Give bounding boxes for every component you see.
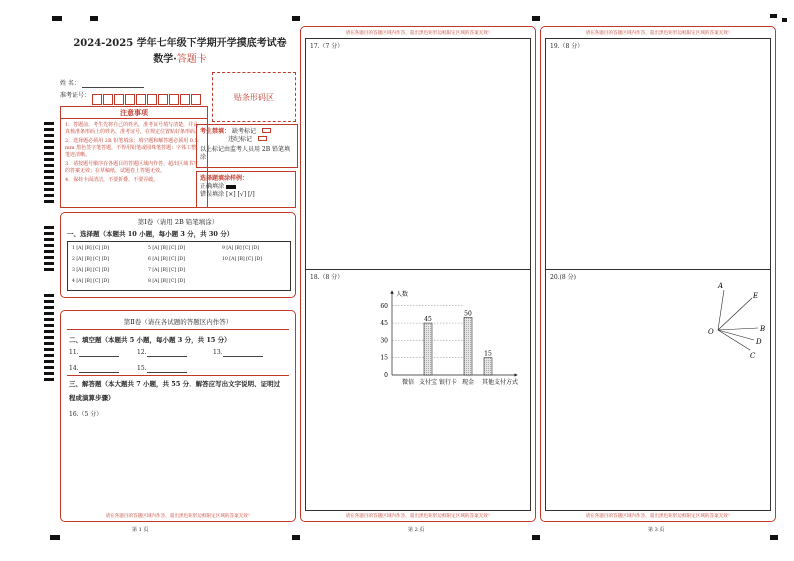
blank-13[interactable]: 13. [213,349,263,357]
timing-mark [44,188,54,191]
choice-row[interactable]: 10 [A] [B] [C] [D] [222,257,262,262]
y-axis-label: 人数 [396,291,409,298]
timing-mark [44,342,54,345]
question-19: 19.（8 分） [550,43,584,50]
subtitle-dot: · [173,54,177,65]
timing-mark [44,232,54,235]
timing-mark [44,348,54,351]
timing-mark [44,182,54,185]
violation-mark[interactable] [258,136,267,141]
y-tick-label: 60 [380,302,388,310]
part2-title: 第Ⅱ卷（请在各试题的答题区内作答） [123,318,233,326]
choice-row[interactable]: 9 [A] [B] [C] [D] [222,246,259,251]
choice-row[interactable]: 7 [A] [B] [C] [D] [148,268,185,273]
y-tick-label: 45 [380,320,388,328]
timing-mark [44,372,54,375]
x-axis-label: 支付方式 [493,379,519,386]
warning-text: 请在各题目的答题区域内作答，超出黑色矩形边框限定区域的答案无效！ [105,514,253,519]
timing-mark [44,122,54,125]
id-digit-box[interactable] [158,94,168,105]
registration-mark [532,16,540,21]
timing-mark [44,226,54,229]
id-digit-box[interactable] [92,94,102,105]
solve-section-title-2: 程或演算步骤） [69,394,115,402]
registration-mark [532,535,540,540]
choice-grid [67,241,291,291]
timing-mark [44,256,54,259]
notice-item: 1．答题前，考生先将自己的姓名，准考证号填写清楚，并认真核准条形码上的姓名、准考证号，在规定位置贴好条形码。 [65,122,201,135]
candidate-label: 考生禁填： [200,128,231,135]
page-number-1: 第 1 页 [132,527,149,533]
absent-mark[interactable] [262,128,271,133]
part1-box [60,212,296,298]
bar [424,323,432,375]
notice-title: 注意事项 [61,107,207,119]
timing-mark [44,238,54,241]
exam-subtitle [60,50,300,65]
blank-12[interactable]: 12. [137,349,187,357]
y-tick-label: 0 [384,372,388,379]
point-O: O [708,328,714,336]
id-digit-box[interactable] [147,94,157,105]
page3-box [540,26,776,522]
page2-box [300,26,536,522]
id-digit-box[interactable] [125,94,135,105]
id-digit-box[interactable] [191,94,201,105]
bar [464,317,472,375]
timing-mark [44,146,54,149]
absent-label: 缺考标记 [231,128,256,135]
point-C: C [750,352,756,360]
choice-row[interactable]: 5 [A] [B] [C] [D] [148,246,185,251]
id-digit-box[interactable] [169,94,179,105]
x-tick-label: 微信 [401,379,415,386]
choice-section-title: 一、选择题（本题共 10 小题，每小题 3 分，共 30 分） [67,230,234,238]
x-tick-label: 现金 [461,379,475,386]
question-18: 18.（8 分） [310,274,344,281]
id-boxes[interactable] [92,90,202,102]
part1-title: 第Ⅰ卷（请用 2B 铅笔填涂） [137,218,219,226]
page-number-2: 第 2 页 [408,527,425,533]
page-number-3: 第 3 页 [648,527,665,533]
wrong-fill-marks: [×] [√] [/] [225,191,255,198]
question-16: 16.（5 分） [69,411,103,418]
data-label: 15 [484,350,492,358]
timing-mark [44,134,54,137]
barcode-label: 贴条形码区 [234,92,274,102]
timing-mark [44,244,54,247]
timing-mark [44,128,54,131]
timing-mark [44,268,54,271]
choice-row[interactable]: 1 [A] [B] [C] [D] [72,246,109,251]
part2-box [60,310,296,522]
registration-mark [50,535,60,540]
choice-row[interactable]: 6 [A] [B] [C] [D] [148,257,185,262]
point-B: B [760,325,766,333]
candidate-box [196,124,298,168]
fill-sample-title: 选择题填涂样例： [200,175,249,182]
timing-mark [44,170,54,173]
timing-mark [44,250,54,253]
exam-title: 2024-2025 学年七年级下学期开学摸底考试卷 [73,38,287,49]
timing-mark [44,194,54,197]
data-label: 50 [464,310,472,318]
point-A: A [718,282,724,290]
geometry-figure [706,276,776,366]
x-tick-label: 银行卡 [438,379,458,386]
registration-mark [90,16,98,21]
notice-item: 4．保持卡面清洁，不要折叠、不要弄破。 [65,177,159,183]
registration-mark [292,16,300,21]
question-17: 17.（7 分） [310,43,344,50]
timing-mark [44,330,54,333]
timing-mark [44,324,54,327]
subject-name: 数学 [153,54,174,65]
x-tick-label: 其他 [481,379,495,386]
timing-mark [44,294,54,297]
warning-text: 请在各题目的答题区域内作答，超出黑色矩形边框限定区域的答案无效！ [345,31,493,36]
timing-mark [44,354,54,357]
registration-mark [782,18,787,22]
id-digit-box[interactable] [180,94,190,105]
registration-mark [770,14,777,18]
timing-mark [44,360,54,363]
fill-section-title: 二、填空题（本题共 5 小题，每小题 3 分，共 15 分） [69,336,231,344]
warning-text: 请在各题目的答题区域内作答，超出黑色矩形边框限定区域的答案无效！ [585,514,733,519]
name-field[interactable] [60,80,210,88]
timing-mark [44,336,54,339]
y-tick-label: 30 [380,337,388,345]
y-tick-label: 15 [380,354,388,362]
timing-mark [44,200,54,203]
timing-mark [44,176,54,179]
fill-sample-box [196,171,296,208]
id-digit-box[interactable] [103,94,113,105]
question-20: 20.(8 分) [550,274,576,281]
blank-14[interactable]: 14. [69,365,119,373]
timing-mark [44,318,54,321]
violation-label: 违纪标记 [228,136,253,143]
choice-row[interactable]: 4 [A] [B] [C] [D] [72,279,109,284]
registration-mark [770,535,778,540]
id-digit-box[interactable] [114,94,124,105]
timing-mark [44,262,54,265]
wrong-fill-label: 错误填涂 [200,191,225,198]
blank-11[interactable]: 11. [69,349,119,357]
solve-section-title: 三、解答题（本大题共 7 小题，共 55 分．解答应写出文字说明、证明过 [69,380,281,388]
id-label: 准考证号： [60,92,91,99]
choice-row[interactable]: 2 [A] [B] [C] [D] [72,257,109,262]
point-E: E [753,292,759,300]
notice-item: 3．请按题号顺序在各题目的答题区域内作答，超出区域书写的答案无效；在草稿纸、试题卷上答题无效。 [65,161,199,174]
registration-mark [292,535,300,540]
timing-mark [44,300,54,303]
correct-fill-label: 正确填涂 [200,183,225,190]
blank-15[interactable]: 15. [137,365,187,373]
registration-mark [52,16,62,21]
warning-text: 请在各题目的答题区域内作答，超出黑色矩形边框限定区域的答案无效！ [585,31,733,36]
timing-mark [44,378,54,381]
bar [484,358,492,375]
candidate-note: 以上标记由监考人员用 2B 铅笔填涂 [200,146,291,161]
timing-mark [44,152,54,155]
timing-mark [44,306,54,309]
point-D: D [756,338,762,346]
bar-chart [366,280,536,390]
barcode-area [212,72,296,122]
timing-mark [44,366,54,369]
notice-item: 2．选择题必须用 2B 铅笔填涂；填空题和解答题必须用 0.5 mm 黑色签字笔答题，不得用铅笔或圆珠笔答题；字体工整、笔迹清晰。 [65,138,202,158]
x-tick-label: 支付宝 [418,379,438,386]
correct-fill-mark [226,185,236,189]
timing-mark [44,140,54,143]
data-label: 45 [424,316,432,324]
answer-area-16[interactable] [69,423,289,509]
choice-row[interactable]: 3 [A] [B] [C] [D] [72,268,109,273]
timing-mark [44,164,54,167]
notice-box [60,106,208,208]
choice-row[interactable]: 8 [A] [B] [C] [D] [148,279,185,284]
card-label: 答题卡 [176,54,207,65]
warning-text: 请在各题目的答题区域内作答，超出黑色矩形边框限定区域的答案无效！ [345,514,493,519]
id-digit-box[interactable] [136,94,146,105]
timing-mark [44,158,54,161]
timing-mark [44,312,54,315]
name-label: 姓 名： [60,80,80,87]
